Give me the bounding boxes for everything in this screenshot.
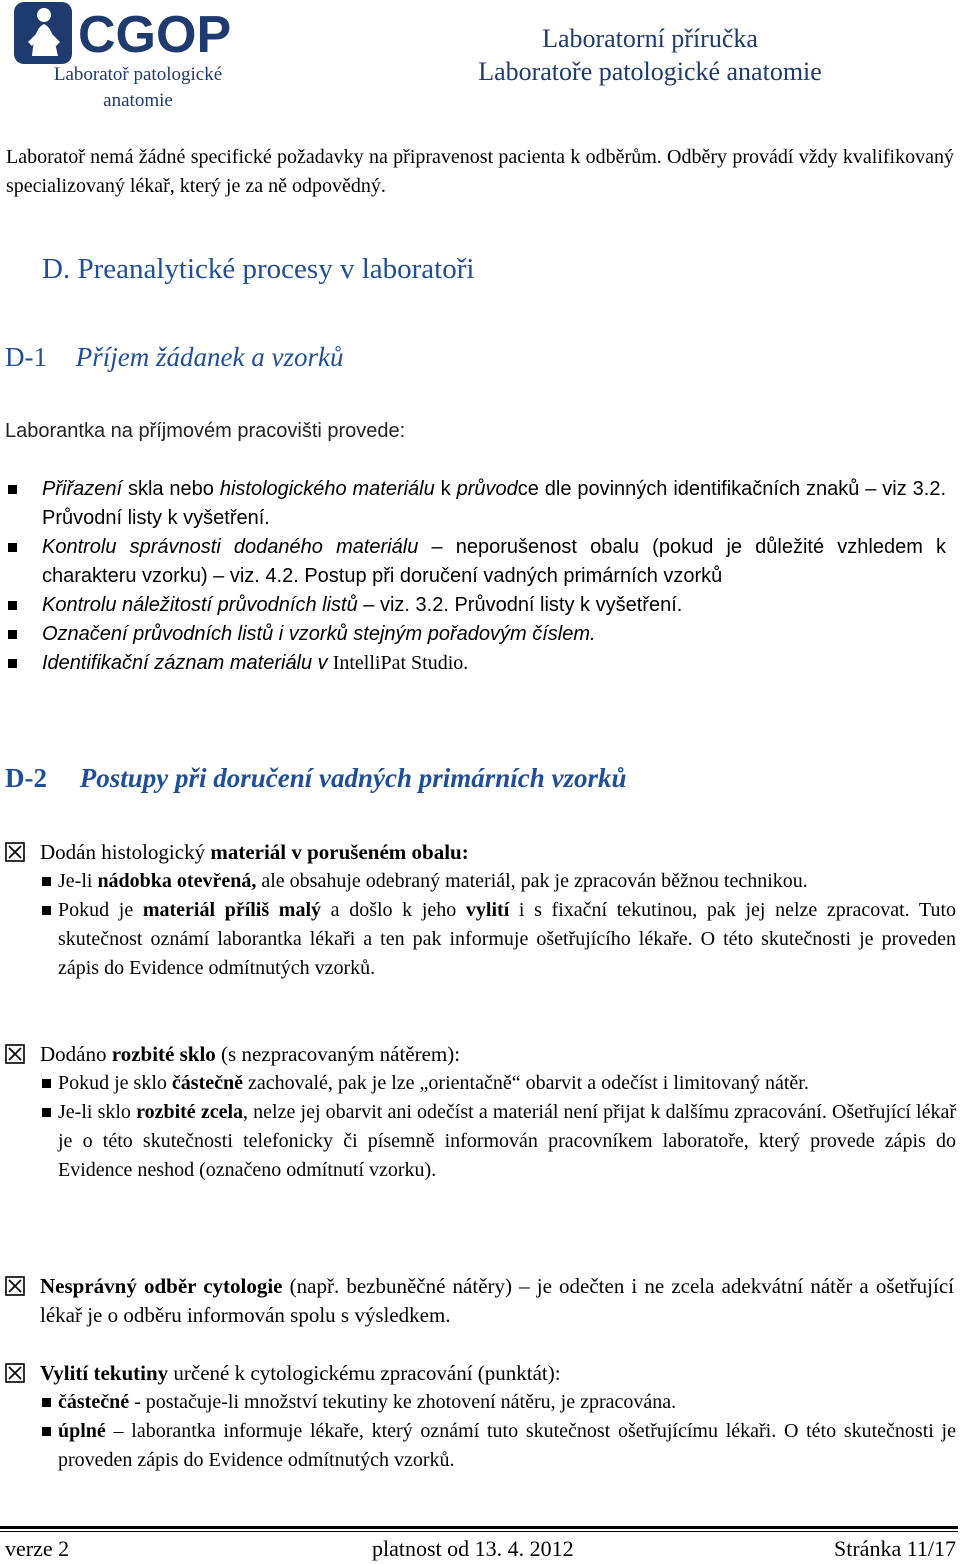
list-item: Je-li nádobka otevřená, ale obsahuje odebraný materiál, pak je zpracován běžnou technikou.	[0, 867, 956, 896]
list-item: Je-li sklo rozbité zcela, nelze jej obarvit ani odečíst a materiál není přijat k dalšímu zpracování. Ošetřující lékař je o této skutečnosti telefonicky či písemně informován pracovníkem laboratoře, který provede zápis do Evidence neshod (označeno odmítnutí vzorku).	[0, 1098, 956, 1185]
d1-number: D-1	[5, 342, 47, 372]
list-item: Kontrolu náležitostí průvodních listů – viz. 3.2. Průvodní listy k vyšetření.	[6, 591, 946, 620]
block2-head: Dodáno rozbité sklo (s nezpracovaným nátěrem):	[40, 1042, 461, 1066]
footer-page: Stránka 11/17	[834, 1536, 956, 1561]
lab-name: Laboratoř patologické anatomie	[53, 64, 223, 111]
d1-list	[6, 475, 946, 678]
header-title-line2: Laboratoře patologické anatomie	[478, 57, 822, 86]
footer-rule-thin	[0, 1531, 958, 1532]
footer-version: verze 2	[5, 1536, 70, 1561]
block4-head: Vylití tekutiny určené k cytologickému zpracování (punktát):	[40, 1361, 561, 1385]
square-bullet-icon	[42, 906, 51, 915]
d1-heading	[5, 340, 343, 374]
d2-heading	[5, 761, 627, 795]
block3-head: Nesprávný odběr cytologie (např. bezbuněčné nátěry) – je odečten i ne zcela adekvátní nátěr a ošetřující lékař je o odběru informován spolu s výsledkem.	[40, 1274, 955, 1327]
square-bullet-icon	[8, 659, 17, 668]
square-bullet-icon	[8, 630, 17, 639]
list-item: Kontrolu správnosti dodaného materiálu – neporušenost obalu (pokud je důležité vzhledem k charakteru vzorku) – viz. 4.2. Postup při doručení vadných primárních vzorků	[6, 533, 946, 591]
cgop-logo	[14, 2, 264, 64]
block1-list	[0, 867, 956, 983]
list-item: částečné - postačuje-li množství tekutiny ke zhotovení nátěru, je zpracována.	[0, 1388, 956, 1417]
square-bullet-icon	[8, 485, 17, 494]
list-item: Pokud je sklo částečně zachovalé, pak je lze „orientačně“ obarvit a odečíst i limitovaný nátěr.	[0, 1069, 956, 1098]
list-item: úplné – laborantka informuje lékaře, který oznámí tuto skutečnost ošetřujícímu lékaři. O této skutečnosti je proveden zápis do Evidence odmítnutých vzorků.	[0, 1417, 956, 1475]
checkbox-x-icon	[5, 1044, 25, 1064]
list-item: Označení průvodních listů i vzorků stejným pořadovým číslem.	[6, 620, 946, 649]
logo-figure-icon	[14, 2, 264, 64]
square-bullet-icon	[42, 1079, 51, 1088]
intro-paragraph: Laboratoř nemá žádné specifické požadavky na připravenost pacienta k odběrům. Odběry provádí vždy kvalifikovaný specializovaný lékař, který je za ně odpovědný.	[6, 146, 954, 197]
header-title	[440, 22, 860, 88]
checkbox-x-icon	[5, 1276, 25, 1296]
square-bullet-icon	[8, 601, 17, 610]
square-bullet-icon	[42, 1108, 51, 1117]
square-bullet-icon	[42, 877, 51, 886]
section-d-title: D. Preanalytické procesy v laboratoři	[42, 253, 475, 285]
checkbox-x-icon	[5, 1363, 25, 1383]
header-title-line1: Laboratorní příručka	[542, 24, 758, 53]
list-item: Pokud je materiál příliš malý a došlo k jeho vylití i s fixační tekutinou, pak jej nelze zpracovat. Tuto skutečnost oznámí laborantka lékaři a ten pak informuje ošetřujícího lékaře. O této skutečnosti je proveden zápis do Evidence odmítnutých vzorků.	[0, 896, 956, 983]
footer-valid-from: platnost od 13. 4. 2012	[372, 1536, 574, 1561]
footer-rule	[0, 1526, 958, 1529]
block2-list	[0, 1069, 956, 1185]
list-item: Identifikační záznam materiálu v IntelliPat Studio.	[6, 649, 946, 678]
square-bullet-icon	[8, 543, 17, 552]
list-item: Přiřazení skla nebo histologického materiálu k průvodce dle povinných identifikačních znaků – viz 3.2. Průvodní listy k vyšetření.	[6, 475, 946, 533]
d2-number: D-2	[5, 763, 47, 793]
square-bullet-icon	[42, 1427, 51, 1436]
logo-text: CGOP	[78, 6, 232, 64]
block1-head: Dodán histologický materiál v porušeném obalu:	[40, 840, 469, 864]
d2-title: Postupy při doručení vadných primárních vzorků	[79, 763, 627, 793]
d1-title: Příjem žádanek a vzorků	[75, 342, 344, 372]
square-bullet-icon	[42, 1398, 51, 1407]
d1-lead: Laborantka na příjmovém pracovišti provede:	[5, 420, 406, 442]
block4-list	[0, 1388, 956, 1475]
checkbox-x-icon	[5, 842, 25, 862]
